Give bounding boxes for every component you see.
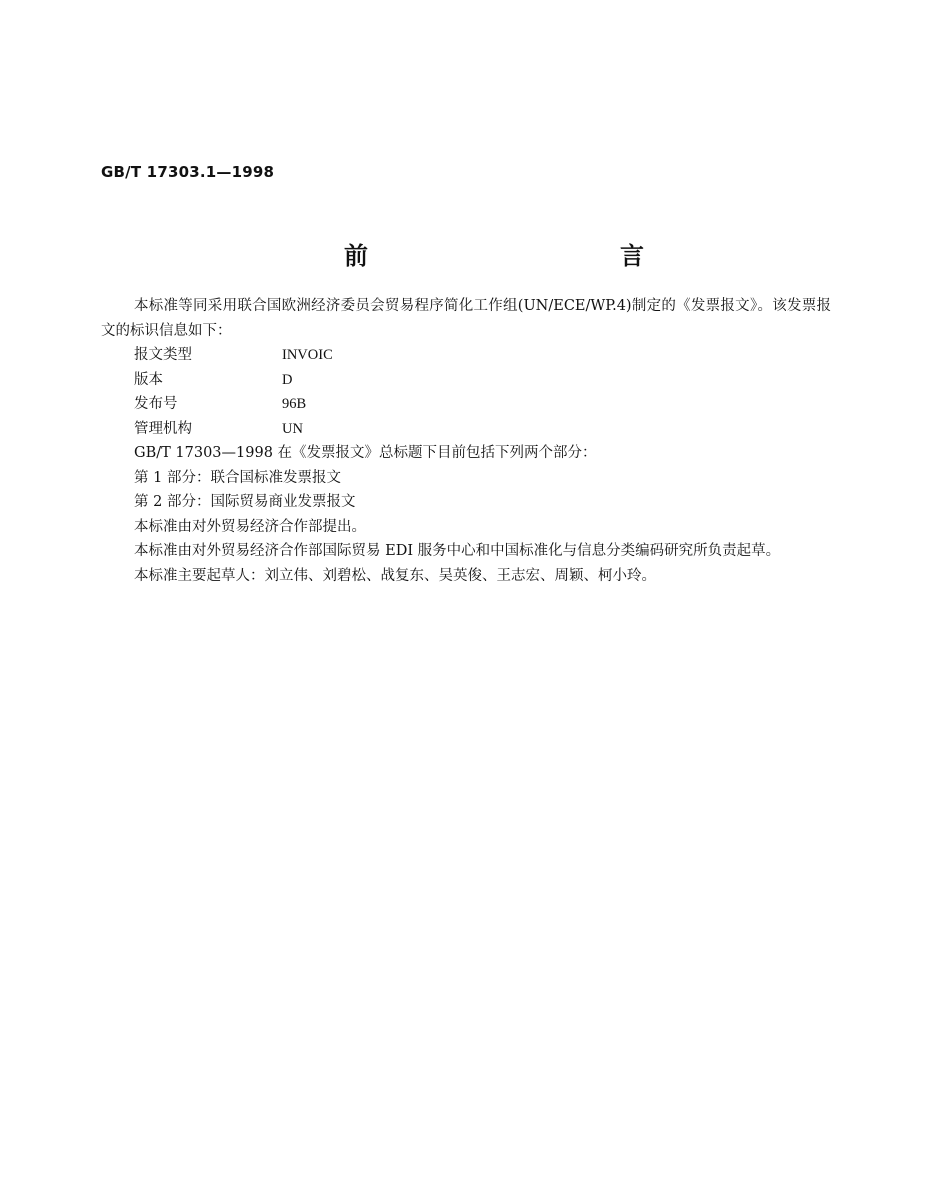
identification-value: 96B	[282, 396, 307, 412]
identification-row	[134, 343, 831, 368]
identification-table	[101, 343, 831, 441]
page-title: 前 言	[344, 242, 712, 270]
parts-intro-paragraph: GB/T 17303—1998 在《发票报文》总标题下目前包括下列两个部分：	[134, 445, 597, 461]
identification-label: 管理机构	[134, 420, 192, 437]
drafters-paragraph: 本标准主要起草人：刘立伟、刘碧松、战复东、吴英俊、王志宏、周颖、柯小玲。	[134, 567, 656, 584]
identification-value: UN	[282, 420, 303, 437]
identification-label: 发布号	[134, 396, 178, 412]
identification-label: 报文类型	[134, 347, 192, 363]
intro-paragraph: 本标准等同采用联合国欧洲经济委员会贸易程序简化工作组(UN/ECE/WP.4)制定的《发票报文》。该发票报文的标识信息如下：	[101, 298, 831, 339]
standard-code: GB/T 17303.1—1998	[101, 163, 275, 181]
drafting-org-paragraph: 本标准由对外贸易经济合作部国际贸易 EDI 服务中心和中国标准化与信息分类编码研究所负责起草。	[134, 543, 781, 559]
identification-label: 版本	[134, 371, 163, 388]
identification-value: INVOIC	[282, 347, 333, 363]
identification-row	[134, 368, 831, 393]
foreword-body	[101, 294, 831, 588]
identification-row	[134, 392, 831, 417]
identification-value: D	[282, 371, 293, 388]
proposer-paragraph: 本标准由对外贸易经济合作部提出。	[134, 518, 366, 535]
part-2-paragraph: 第 2 部分：国际贸易商业发票报文	[134, 494, 356, 510]
part-1-paragraph: 第 1 部分：联合国标准发票报文	[134, 469, 341, 486]
identification-row	[134, 417, 831, 442]
